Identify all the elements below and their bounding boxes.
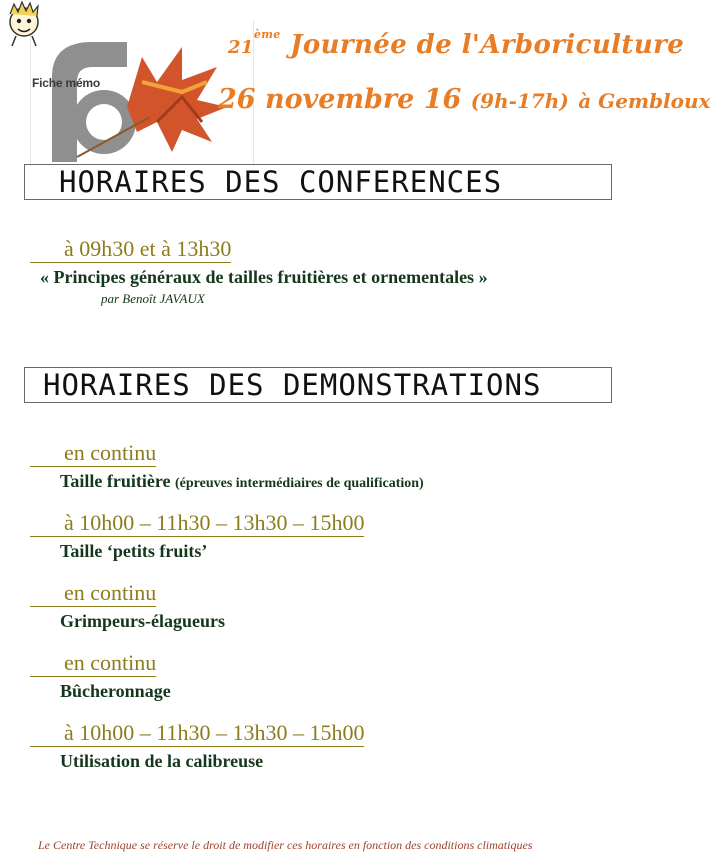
event-date: [218, 84, 710, 115]
mascot-icon: [0, 0, 48, 48]
demo-time: [30, 720, 364, 747]
event-date-day: 26 novembre 16: [218, 84, 462, 115]
demo-time: [30, 580, 156, 607]
event-title-text: Journée de l'Arboriculture: [290, 30, 685, 60]
demo-time: [30, 440, 156, 467]
demo-time-text: en continu: [64, 580, 157, 605]
demo-label: Utilisation de la calibreuse: [60, 751, 264, 771]
conferences-heading: HORAIRES DES CONFERENCES: [24, 164, 612, 200]
demonstrations-heading: HORAIRES DES DEMONSTRATIONS: [24, 367, 612, 403]
footer-disclaimer: Le Centre Technique se réserve le droit de modifier ces horaires en fonction des conditions climatiques: [38, 838, 533, 852]
demo-item: [60, 751, 263, 772]
conference-time-text: à 09h30 et à 13h30: [64, 236, 232, 261]
demo-time: [30, 510, 364, 537]
event-hours: (9h-17h): [470, 89, 569, 113]
demo-time-text: en continu: [64, 440, 157, 465]
demo-label: Taille ‘petits fruits’: [60, 541, 208, 561]
conference-time: [30, 236, 231, 263]
demo-note: (épreuves intermédiaires de qualification): [174, 476, 424, 491]
edition-number: 21: [228, 37, 254, 58]
conference-author: par Benoît JAVAUX: [101, 291, 205, 306]
event-title: [228, 30, 684, 60]
demo-label: Bûcheronnage: [60, 681, 171, 701]
logo-label: Fiche mémo: [32, 76, 101, 90]
demo-item: [60, 541, 207, 562]
conference-title: « Principes généraux de tailles fruitières et ornementales »: [40, 267, 488, 287]
demo-time-text: à 10h00 – 11h30 – 13h30 – 15h00: [64, 720, 365, 745]
demo-time-text: à 10h00 – 11h30 – 13h30 – 15h00: [64, 510, 365, 535]
edition-suffix: ème: [253, 28, 281, 41]
demo-time-text: en continu: [64, 650, 157, 675]
demo-item: [60, 681, 171, 702]
demo-item: [60, 611, 225, 632]
demo-label: Taille fruitière: [60, 471, 171, 491]
demo-item: [60, 471, 424, 492]
demo-label: Grimpeurs-élagueurs: [60, 611, 225, 631]
demo-time: [30, 650, 156, 677]
event-place: à Gembloux: [578, 89, 710, 113]
